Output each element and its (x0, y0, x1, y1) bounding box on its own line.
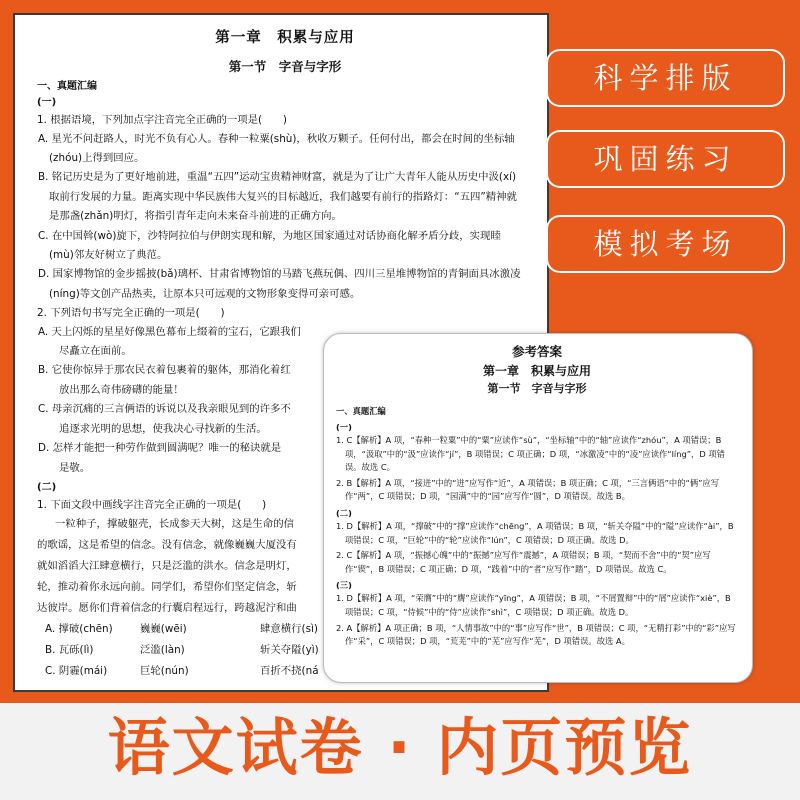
option-cell: 巨轮(nún) (140, 665, 189, 678)
question-1-option-b: B. 铭记历史是为了更好地前进，重温“五四”运动宝贵精神财富，就是为了让广大青年人能从历史中汲(xí)取前行发展的力量。距离实现中华民族伟大复兴的目标越近，我们越要有前行的指路灯：“五四”精神就是那盏(zhǎn)明灯，将指引青年走向未来奋斗前进的正确方向。 (38, 171, 517, 223)
answer-item: 2. C【解析】A 项，“振撼心魄”中的“振撼”应写作“震撼”，A 项错误；B 项，“契而不舍”中的“契”应写作“锲”，B 项错误；C 项正确；D 项，“践着”中的“者”应写作“踏”，D 项错误。故选 C。 (336, 550, 711, 574)
question-2: 2. 下列语句书写完全正确的一项是( ) (37, 307, 225, 320)
question-1: 1. 根据语境，下列加点字注音完全正确的一项是( ) (37, 114, 287, 126)
question-2-option-a-line2: 尽矗立在面前。 (59, 345, 132, 358)
question-1-option-d: D. 国家博物馆的金步摇披(bǎ)璃杯、甘肃省博物馆的马踏飞燕玩偶、四川三星堆博物馆的青铜面具冰激凌(níng)等文创产品热卖，让原本只可远观的文物形象变得可亲可感。 (38, 268, 521, 300)
question-2-option-b-line2: 放出那么奇伟磅礴的能量！ (59, 383, 184, 396)
question-2-option-a: A. 天上闪烁的星星好像黑色幕布上缀着的宝石，它跟我们 (38, 325, 301, 338)
answer-item: 1. D【解析】A 项，“撑破”中的“撑”应读作“chēng”，A 项错误；B 项，“斩关夺隘”中的“隘”应读作“ài”，B 项错误；C 项，“巨轮”中的“轮”应读作“lún”，C 项错误；D 项正确。故选 D。 (336, 520, 734, 545)
option-cell: 百折不挠(ná (260, 665, 319, 678)
passage-line: 轮，推动着你永远向前。同学们，希望你们坚定信念，斩 (37, 581, 297, 594)
question-1-option-a: A. 星光不问赶路人，时光不负有心人。春种一粒粟(shù)，秋收万颗子。任何付出，都会在时间的坐标轴(zhóu)上得到回应。 (38, 132, 515, 164)
question-2-option-d: D. 怎样才能把一种劳作做到圆满呢？唯一的秘诀就是 (38, 442, 282, 455)
answer-title: 参考答案 (511, 344, 562, 359)
option-cell: B. 瓦砾(lì) (45, 644, 94, 657)
passage-line: 达彼岸。愿你们背着信念的行囊启程远行，跨越泥泞和曲 (37, 602, 297, 615)
option-cell: 泛滥(làn) (140, 644, 185, 657)
question-1-option-c: C. 在中国斡(wò)旋下，沙特阿拉伯与伊朗实现和解，为地区国家通过对话协商化解矛盾分歧，实现睦(mù)邻友好树立了典范。 (38, 229, 501, 261)
passage-line: 一粒种子，撑破躯壳，长成参天大树，这是生命的信 (55, 518, 294, 531)
question-2-option-b: B. 它使你惊异于那农民衣着包裹着的躯体，那消化着红 (38, 364, 291, 377)
answer-item: 1. D【解析】A 项，“荣膺”中的“膺”应读作“yīng”，A 项错误；B 项，“不屑置辩”中的“屑”应读作“xiè”，B 项错误；C 项，“侍候”中的“侍”应读作“shì”，C 项错误；D 项正确。故选 D。 (336, 593, 731, 617)
question-2-option-c-line2: 追逐求光明的思想，使我决心寻找新的生活。 (59, 422, 267, 435)
option-cell: 巍巍(wēi) (140, 623, 187, 636)
answer-card (323, 333, 753, 683)
feature-tag-layout: 科学排版 (546, 49, 785, 107)
passage-line: 的歌谣，这是希望的信念。没有信念，就像巍巍大厦没有 (37, 539, 297, 552)
feature-tag-practice: 巩固练习 (546, 130, 785, 188)
answer-group-heading: (二) (336, 507, 352, 518)
answer-chapter: 第一章 积累与应用 (482, 364, 591, 378)
question-2-option-d-line2: 是敬。 (59, 461, 91, 474)
answer-group-heading: (一) (336, 422, 352, 432)
answer-group-heading: (三) (336, 580, 352, 591)
answer-item: 2. B【解析】A 项，“接迸”中的“迸”应写作“近”，A 项错误；B 项正确；C 项，“三言俩语”中的“俩”应写作“两”，C 项错误；D 项，“园满”中的“园”应写作“圆”，D 项错误。故选 B。 (336, 477, 720, 502)
option-cell: 肆意横行(sì) (260, 623, 318, 636)
answer-item: 2. A【解析】A 项正确；B 项，“人情事故”中的“事”应写作“世”，B 项错误；C 项，“无精打彩”中的“彩”应写作“采”，C 项错误；D 项，“荒芜”中的“芜”应写作“芜”，D 项错误。故选 A。 (336, 622, 736, 647)
chapter-title: 第一章 积累与应用 (215, 30, 355, 46)
bottom-band (0, 703, 800, 800)
answer-section: 第一节 字音与字形 (487, 382, 587, 395)
part-heading: 一、真题汇编 (37, 81, 97, 92)
banner-title: 语文试卷 · 内页预览 (107, 711, 693, 784)
option-cell: 斩关夺隘(yì) (260, 644, 319, 657)
option-cell: C. 阴霾(mái) (45, 665, 108, 678)
option-cell: A. 撑破(chēn) (45, 623, 113, 636)
section-title: 第一节 字音与字形 (228, 59, 342, 74)
question-2-option-c: C. 母亲沉痛的三言俩语的诉说以及我亲眼见到的许多不 (38, 403, 291, 416)
passage-line: 就如滔滔大江肆意横行，只是泛滥的洪水。信念是明灯， (37, 560, 297, 573)
group-heading-2: (二) (37, 481, 57, 493)
question-3: 1. 下面文段中画线字注音完全正确的一项是( ) (37, 498, 267, 511)
feature-tag-mock-exam: 模拟考场 (546, 215, 785, 273)
group-heading: (一) (37, 97, 57, 108)
answer-part-heading: 一、真题汇编 (336, 406, 386, 416)
answer-item: 1. C【解析】A 项，“春种一粒粟”中的“粟”应读作“sù”，“坐标轴”中的“轴”应读作“zhóu”，A 项错误；B 项，“汲取”中的“汲”应读作“jí”，B 项错误；C 项正确；D 项，“冰激凌”中的“凌”应读作“líng”，D 项错误。故选 C。 (336, 435, 725, 473)
